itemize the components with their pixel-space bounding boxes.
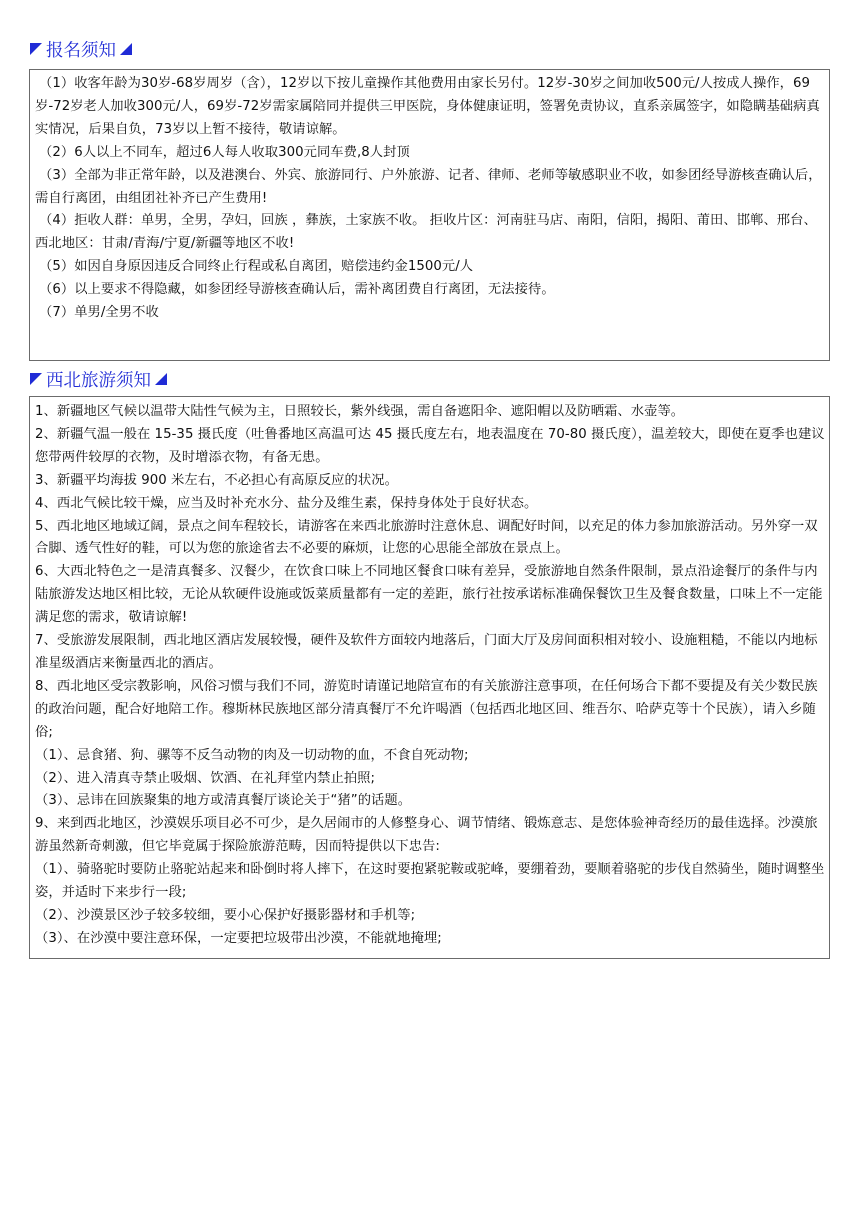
registration-item: （7）单男/全男不收 — [39, 305, 159, 321]
travel-notice-subitem: （3）、在沙漠中要注意环保，一定要把垃圾带出沙漠，不能就地掩埋; — [35, 930, 442, 946]
travel-notice-subitem: （3）、忌讳在回族聚集的地方或清真餐厅谈论关于“猪”的话题。 — [35, 793, 412, 809]
travel-notice-item: 2、新疆气温一般在 15-35 摄氏度（吐鲁番地区高温可达 45 摄氏度左右，地表温度在 70-80 摄氏度），温差较大，即使在夏季也建议您带两件较厚的衣物，及时增添衣物，有备无患。 — [35, 426, 825, 465]
travel-notice-item: 4、西北气候比较干燥，应当及时补充水分、盐分及维生素，保持身体处于良好状态。 — [35, 495, 538, 511]
registration-notice-heading — [30, 37, 132, 61]
travel-notice-subitem: （2）、沙漠景区沙子较多较细，要小心保护好摄影器材和手机等; — [35, 907, 416, 923]
triangle-right-icon — [155, 373, 167, 385]
registration-item: （2）6人以上不同车，超过6人每人收取300元同车费,8人封顶 — [39, 144, 410, 160]
registration-notice-title: 报名须知 — [46, 40, 116, 61]
northwest-travel-notice-box — [29, 396, 830, 959]
registration-item: （6）以上要求不得隐藏，如参团经导游核查确认后，需补离团费自行离团，无法接待。 — [39, 282, 555, 298]
travel-notice-item: 9、来到西北地区，沙漠娱乐项目必不可少，是久居闹市的人修整身心、调节情绪、锻炼意志、是您体验神奇经历的最佳选择。沙漠旅游虽然新奇刺激，但它毕竟属于探险旅游范畴，因而特提供以下忠告: — [35, 816, 818, 855]
travel-notice-subitem: （1）、骑骆驼时要防止骆驼站起来和卧倒时将人摔下，在这时要抱紧驼鞍或驼峰，要绷着劲，要顺着骆驼的步伐自然骑坐，随时调整坐姿，并适时下来步行一段; — [35, 862, 825, 901]
travel-notice-subitem: （2）、进入清真寺禁止吸烟、饮酒、在礼拜堂内禁止拍照; — [35, 770, 376, 786]
northwest-travel-notice-heading — [30, 367, 167, 391]
registration-item: （4）拒收人群：单男，全男，孕妇，回族 ，彝族，土家族不收。 拒收片区：河南驻马店、南阳，信阳，揭阳、莆田、邯郸、邢台、西北地区：甘肃/青海/宁夏/新疆等地区不收! — [35, 213, 817, 252]
travel-notice-item: 3、新疆平均海拔 900 米左右，不必担心有高原反应的状况。 — [35, 472, 398, 488]
registration-item: （1）收客年龄为30岁-68岁周岁（含），12岁以下按儿童操作其他费用由家长另付。12岁-30岁之间加收500元/人按成人操作，69岁-72岁老人加收300元/人，69岁-72岁需家属陪同并提供三甲医院，身体健康证明，签署免责协议，直系亲属签字，如隐瞒基础病真实情况，后果自负，73岁以上暂不接待，敬请谅解。 — [35, 76, 820, 137]
travel-notice-item: 7、受旅游发展限制，西北地区酒店发展较慢，硬件及软件方面较内地落后，门面大厅及房间面积相对较小、设施粗糙，不能以内地标准星级酒店来衡量西北的酒店。 — [35, 633, 818, 671]
triangle-left-icon — [30, 43, 42, 55]
triangle-left-icon — [30, 373, 42, 385]
triangle-right-icon — [120, 43, 132, 55]
registration-item: （5）如因自身原因违反合同终止行程或私自离团，赔偿违约金1500元/人 — [39, 259, 474, 275]
registration-notice-box — [29, 69, 830, 361]
travel-notice-item: 1、新疆地区气候以温带大陆性气候为主，日照较长，紫外线强，需自备遮阳伞、遮阳帽以及防晒霜、水壶等。 — [35, 404, 685, 419]
travel-notice-item: 5、西北地区地域辽阔，景点之间车程较长，请游客在来西北旅游时注意休息、调配好时间，以充足的体力参加旅游活动。另外穿一双合脚、透气性好的鞋，可以为您的旅途省去不必要的麻烦，让您的心思能全部放在景点上。 — [35, 518, 818, 557]
registration-item: （3）全部为非正常年龄，以及港澳台、外宾、旅游同行、户外旅游、记者、律师、老师等敏感职业不收，如参团经导游核查确认后，需自行离团，由组团社补齐已产生费用! — [35, 167, 822, 206]
northwest-travel-notice-title: 西北旅游须知 — [46, 370, 151, 391]
travel-notice-subitem: （1）、忌食猪、狗、骡等不反刍动物的肉及一切动物的血，不食自死动物; — [35, 747, 469, 763]
travel-notice-item: 8、西北地区受宗教影响，风俗习惯与我们不同，游览时请谨记地陪宣布的有关旅游注意事项，在任何场合下都不要提及有关少数民族的政治问题，配合好地陪工作。穆斯林民族地区部分清真餐厅不允许喝酒（包括西北地区回、维吾尔、哈萨克等十个民族），请入乡随俗; — [35, 678, 818, 740]
travel-notice-item: 6、大西北特色之一是清真餐多、汉餐少，在饮食口味上不同地区餐食口味有差异，受旅游地自然条件限制，景点沿途餐厅的条件与内陆旅游发达地区相比较，无论从软硬件设施或饭菜质量都有一定的差距，旅行社按承诺标准确保餐饮卫生及餐食数量，口味上不一定能满足您的需求，敬请谅解! — [35, 564, 823, 626]
